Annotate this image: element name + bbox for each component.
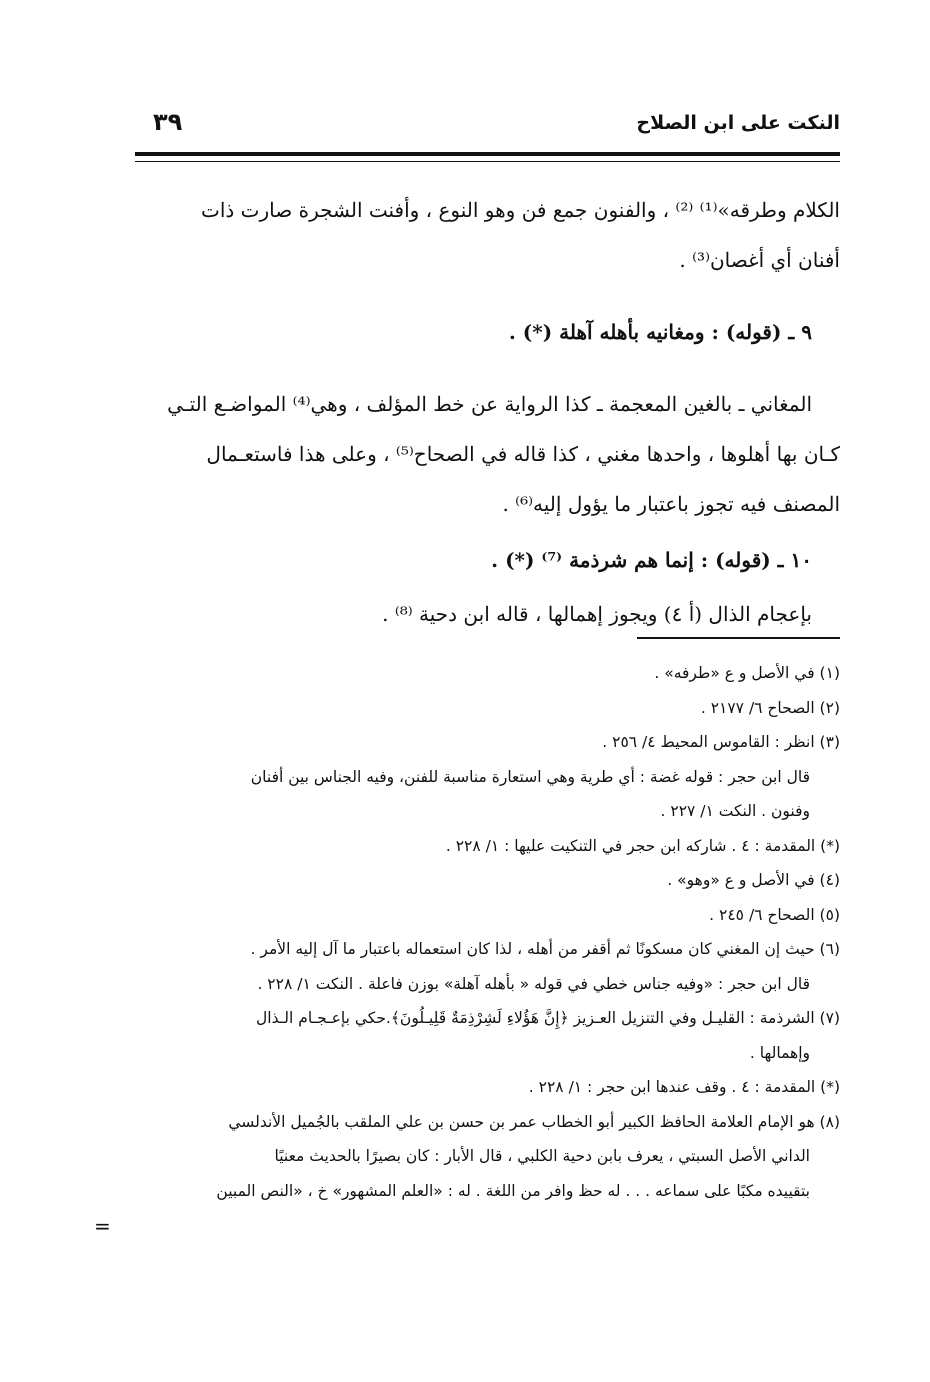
paragraph-line: أفنان أي أغصان⁽³⁾ . xyxy=(679,248,840,272)
footnote-3: (٣) انظر : القاموس المحيط ٤/ ٢٥٦ . xyxy=(602,733,840,751)
section-heading-10: ١٠ ـ (قوله) : إنما هم شرذمة ⁽⁷⁾ (*) . xyxy=(491,548,812,572)
section-heading-9: ٩ ـ (قوله) : ومغانيه بأهله آهلة (*) . xyxy=(508,320,812,344)
footnote-3-continuation: وفنون . النكت ١/ ٢٢٧ . xyxy=(660,802,810,820)
footnote-8-continuation: الداني الأصل السبتي ، يعرف بابن دحية الكلبي ، قال الأبار : كان بصيرًا بالحديث معنيًا xyxy=(274,1147,810,1165)
footnote-3-continuation: قال ابن حجر : قوله غضة : أي طرية وهي استعارة مناسبة للفنن، وفيه الجناس بين أفنان xyxy=(250,767,810,786)
footnote-8-continuation: بتقييده مكبًا على سماعه . . . له حظ وافر من اللغة . له : «العلم المشهور» خ ، «النص المبين xyxy=(216,1181,810,1200)
paragraph-line: المغاني ـ بالغين المعجمة ـ كذا الرواية عن خط المؤلف ، وهي⁽⁴⁾ المواضـع التـي xyxy=(167,392,812,416)
paragraph-line: الكلام وطرقه»⁽¹⁾ ⁽²⁾ ، والفنون جمع فن وهو النوع ، وأفنت الشجرة صارت ذات xyxy=(201,198,840,222)
footnote-6-continuation: قال ابن حجر : «وفيه جناس خطي في قوله « بأهله آهلة» بوزن فاعلة . النكت ١/ ٢٢٨ . xyxy=(257,974,810,993)
paragraph-line: المصنف فيه تجوز باعتبار ما يؤول إليه⁽⁶⁾ . xyxy=(502,492,840,516)
footnote-separator xyxy=(637,637,840,639)
footnotes xyxy=(135,656,840,1208)
footnote-5: (٥) الصحاح ٦/ ٢٤٥ . xyxy=(709,905,840,924)
footnote-star-1: (*) المقدمة : ٤ . شاركه ابن حجر في التنكيت عليها : ١/ ٢٢٨ . xyxy=(445,836,840,855)
header-rule-thick xyxy=(135,152,840,156)
main-text xyxy=(135,185,840,639)
footnote-8: (٨) هو الإمام العلامة الحافظ الكبير أبو الخطاب عمر بن حسن بن علي الملقب بالجُميل الأندلسي xyxy=(228,1112,840,1131)
continuation-mark: = xyxy=(94,1214,111,1238)
header-rule-thin xyxy=(135,161,840,162)
footnote-2: (٢) الصحاح ٦/ ٢١٧٧ . xyxy=(700,698,840,717)
running-title: النكت على ابن الصلاح xyxy=(636,112,840,134)
page-header xyxy=(135,108,840,148)
footnote-4: (٤) في الأصل و ع «وهو» . xyxy=(667,871,840,889)
page-number: ٣٩ xyxy=(153,108,183,136)
paragraph-line: بإعجام الذال (أ ٤) ويجوز إهمالها ، قاله ابن دحية ⁽⁸⁾ . xyxy=(382,602,812,626)
paragraph-line: كـان بها أهلوها ، واحدها مغني ، كذا قاله في الصحاح⁽⁵⁾ ، وعلى هذا فاستعـمال xyxy=(206,442,840,466)
footnote-7-continuation: وإهمالها . xyxy=(749,1043,810,1062)
footnote-6: (٦) حيث إن المغني كان مسكونًا ثم أقفر من أهله ، لذا كان استعماله باعتبار ما آل إليه الأمر . xyxy=(250,940,840,958)
footnote-7: (٧) الشرذمة : القليـل وفي التنزيل العـزيز ﴿إِنَّ هَؤُلاءِ لَشِرْذِمَةٌ قَلِيـلُونَ﴾.حكي بإعـجـام الـذال xyxy=(256,1009,840,1027)
footnote-1: (١) في الأصل و ع «طرفه» . xyxy=(654,664,840,682)
footnote-star-2: (*) المقدمة : ٤ . وقف عندها ابن حجر : ١/ ٢٢٨ . xyxy=(528,1078,840,1096)
